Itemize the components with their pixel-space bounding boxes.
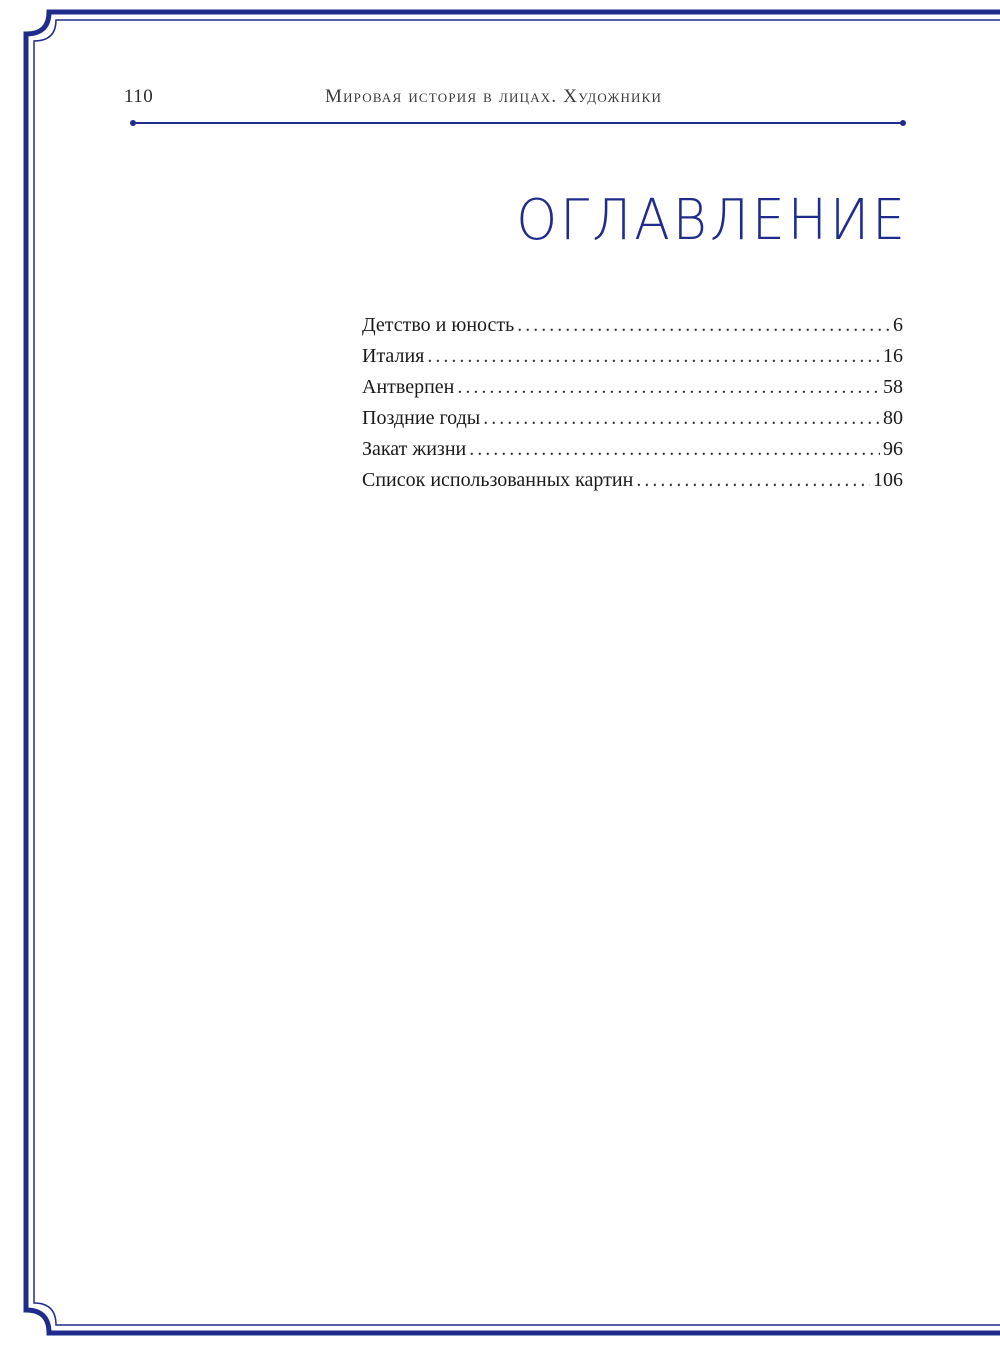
toc-leader-dots [636,465,870,496]
toc-entry-title: Список использованных картин [362,469,634,491]
toc-heading: ОГЛАВЛЕНИЕ [516,188,908,253]
toc-leader-dots [469,434,880,465]
toc-entry-page: 6 [893,314,903,336]
toc-entry-title: Детство и юность [362,314,515,336]
toc-entry-page: 80 [883,407,903,429]
toc-entry-page: 16 [883,345,903,367]
toc-entry[interactable] [362,434,903,465]
toc-entry-page: 96 [883,438,903,460]
toc-entry[interactable] [362,341,903,372]
toc-leader-dots [457,372,880,403]
header-rule [130,120,906,126]
running-title: Мировая история в лицах. Художники [325,86,663,107]
toc-list [362,310,903,496]
toc-leader-dots [517,310,890,341]
toc-leader-dots [427,341,880,372]
toc-entry[interactable] [362,403,903,434]
toc-entry-page: 58 [883,376,903,398]
toc-entry-title: Италия [362,345,425,367]
page-number: 110 [124,86,154,107]
toc-entry[interactable] [362,372,903,403]
rule-dot-right [900,120,906,126]
toc-entry-title: Поздние годы [362,407,481,429]
toc-entry-title: Антверпен [362,376,455,398]
toc-entry[interactable] [362,310,903,341]
toc-entry-title: Закат жизни [362,438,467,460]
toc-entry-page: 106 [873,469,903,491]
toc-entry[interactable] [362,465,903,496]
toc-leader-dots [483,403,880,434]
